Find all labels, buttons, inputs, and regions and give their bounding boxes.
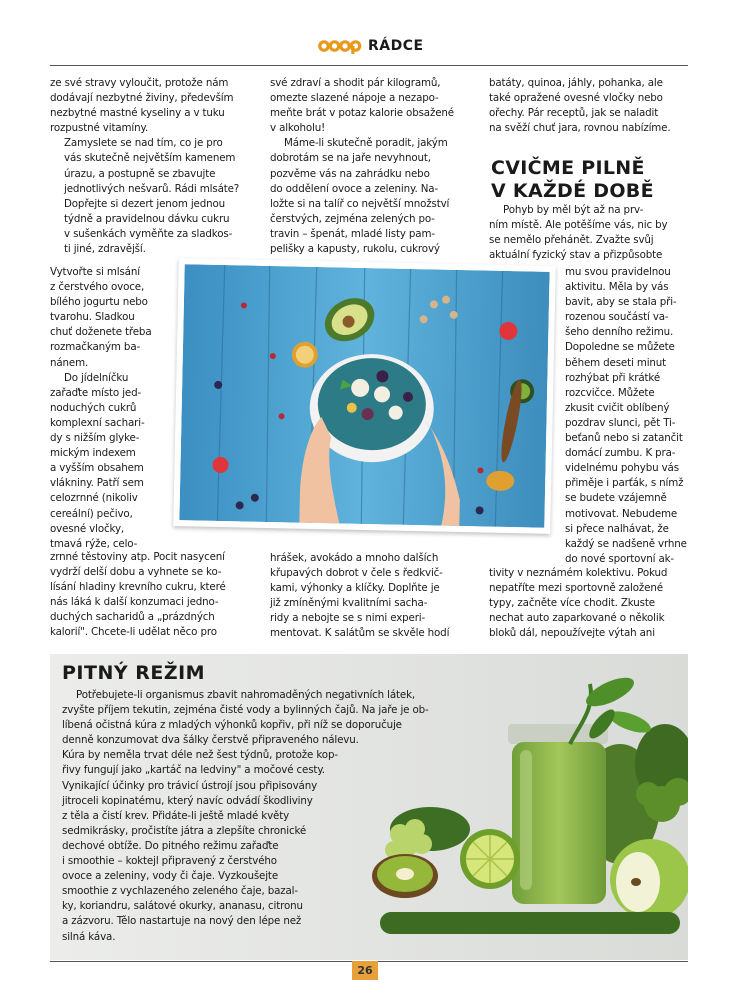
section-heading-exercise: CVIČME PILNĚ V KAŽDÉ DOBĚ xyxy=(491,157,654,202)
paragraph: Do jídelníčku zařaďte místo jed- noduchých cukrů komplexní sachari- dy s nižším glyke- mickým indexem a vyšším obsahem vlákniny. Patří sem celozrnné (nikoliv cereální) pečivo, ovesné vločky, tmavá rýže, celo- xyxy=(50,371,145,550)
column-3-top xyxy=(489,76,689,136)
paragraph: ze své stravy vyloučit, protože nám dodávají nezbytné živiny, především nezbytné mastné kyseliny a v tuku rozpustné vitamíny. xyxy=(50,77,234,135)
paragraph: mu svou pravidelnou aktivitu. Měla by vás bavit, aby se stala při- rozenou součástí va- šeho denního režimu. Dopoledne se můžete během deseti minut rozhýbat při krátké rozcvičce. Můžete zkusit cvičit oblíbený pozdrav slunci, pět Ti- beťanů nebo si zatančit domácí zumbu. K pra- videlnému pohybu vás přiměje i parťák, s nímž se budete vzájemně motivovat. Nebudeme si přece nalhávat, že každý se nadšeně vrhne do nové sportovní ak- xyxy=(565,266,687,565)
smoothie-bowl-photo xyxy=(173,258,556,534)
column-2-bottom xyxy=(270,551,475,642)
section-title: RÁDCE xyxy=(368,38,424,54)
column-1-bottom xyxy=(50,550,255,641)
paragraph: hrášek, avokádo a mnoho dalších křupavých dobrot v čele s ředkvič- kami, výhonky a klíčky. Doplňte je již zmíněnými kvalitními sacha- ridy a nebojte se s nimi experi- mentovat. K salátům se skvěle hodí xyxy=(270,552,450,640)
column-3-intro xyxy=(489,203,689,263)
column-2-top xyxy=(270,76,475,257)
drinking-regime-box xyxy=(50,654,688,960)
paragraph: Vytvořte si mlsání z čerstvého ovoce, bílého jogurtu nebo tvarohu. Sladkou chuť doženete třeba rozmačkaným ba- nánem. xyxy=(50,266,152,369)
paragraph: Máme-li skutečně poradit, jakým dobrotám se na jaře nevyhnout, pozvěme vás na zahrádku nebo do oddělení ovoce a zeleniny. Na- ložte si na talíř co největší množství čerstvých, zejména zelených po- travin – špenát, mladé listy pam- pelišky a kapusty, rukolu, cukrový xyxy=(270,137,450,256)
column-1-top xyxy=(50,76,255,257)
header-divider xyxy=(50,65,688,66)
paragraph: Pohyb by měl být až na prv- ním místě. Ale potěšíme vás, nic by se nemělo přehánět. Zvažte svůj aktuální fyzický stav a přizpůsobte xyxy=(489,204,668,262)
column-3-bottom xyxy=(489,566,689,641)
paragraph: své zdraví a shodit pár kilogramů, omezte slazené nápoje a nezapo- meňte brát v potaz kalorie obsažené v alkoholu! xyxy=(270,77,454,135)
page-number: 26 xyxy=(352,961,378,980)
drinking-regime-text: Potřebujete-li organismus zbavit nahromaděných negativních látek, zvyšte příjem tekutin, zejména čisté vody a bylinných čajů. Na jaře je ob- líbená očistná kúra z mladých výhonků kopřiv, při níž se doporučuje denně konzumovat dva šálky čerstvě připraveného nálevu. Kúra by neměla trvat déle než šest týdnů, protože kop- řivy fungují jako „kartáč na ledviny" a močové cesty. Vynikající účinky pro trávicí ústrojí jsou připisovány jitroceli kopinatému, který navíc odvádí škodliviny z těla a čistí krev. Přidáte-li ještě mladé květy sedmikrásky, pročistíte játra a zlepšíte chronické dechové obtíže. Do pitného režimu zařaďte i smoothie – koktejl připravený z čerstvého ovoce a zeleniny, vody či čaje. Vyzkoušejte smoothie z vychlazeného zeleného čaje, bazal- ky, koriandru, salátové okurky, ananasu, citronu a zázvoru. Tělo nastartuje na nový den lépe než silná káva. xyxy=(62,689,429,943)
smoothie-bowl-illustration xyxy=(179,264,549,528)
drinking-regime-heading: PITNÝ REŽIM xyxy=(62,662,206,684)
paragraph: batáty, quinoa, jáhly, pohanka, ale také opražené ovesné vločky nebo ořechy. Pár receptů, jak se naladit na svěží chuť jara, rovnou nabízíme. xyxy=(489,77,671,135)
paragraph: zrnné těstoviny atp. Pocit nasycení vydrží delší dobu a vyhnete se ko- lísání hladiny krevního cukru, které nás láká k další konzumaci jedno- duchých sacharidů a „prázdných kalorií". Chcete-li udělat něco pro xyxy=(50,551,226,639)
paragraph: Zamyslete se nad tím, co je pro vás skutečně největším kamenem úrazu, a postupně se zbavujte jednotlivých nešvarů. Rádi mlsáte? Dopřejte si dezert jenom jednou týdně a pravidelnou dávku cukru v sušenkách vyměňte za sladkos- ti jiné, zdravější. xyxy=(64,137,240,256)
paragraph: tivity v neznámém kolektivu. Pokud nepatříte mezi sportovně založené typy, začněte více chodit. Zkuste nechat auto zaparkované o několik bloků dál, nepoužívejte výtah ani xyxy=(489,567,668,640)
column-3-wrap xyxy=(565,265,690,567)
coop-logo-icon xyxy=(318,38,362,54)
masthead xyxy=(318,34,424,58)
